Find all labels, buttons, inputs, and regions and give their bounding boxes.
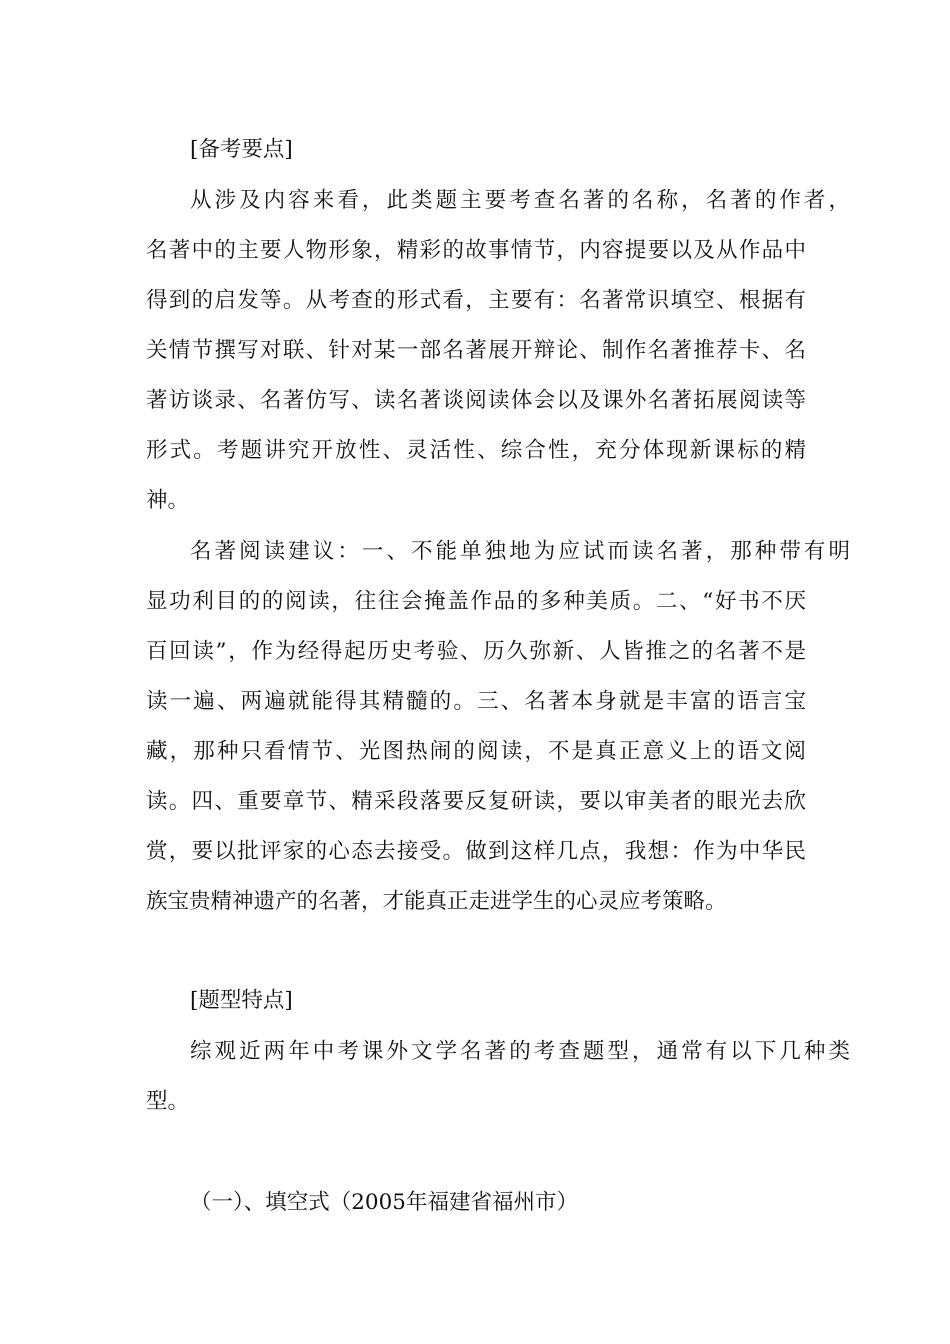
- paragraph-line: 显功利目的的阅读，往往会掩盖作品的多种美质。二、“好书不厌: [146, 589, 806, 614]
- paragraph-line: 综观近两年中考课外文学名著的考查题型，通常有以下几种类: [190, 1039, 850, 1064]
- paragraph-line: 关情节撰写对联、针对某一部名著展开辩论、制作名著推荐卡、名: [146, 338, 806, 363]
- subsection-title: （一）、填空式（2005年福建省福州市）: [190, 1190, 578, 1215]
- paragraph-line: 百回读”，作为经得起历史考验、历久弥新、人皆推之的名著不是: [146, 639, 806, 664]
- paragraph-line: 得到的启发等。从考查的形式看，主要有：名著常识填空、根据有: [146, 288, 806, 313]
- paragraph-line: 名著中的主要人物形象，精彩的故事情节，内容提要以及从作品中: [146, 238, 806, 263]
- paragraph-line: 型。: [146, 1089, 190, 1114]
- section-heading-beikao: [备考要点]: [190, 137, 293, 162]
- paragraph-line: 藏，那种只看情节、光图热闹的阅读，不是真正意义上的语文阅: [146, 739, 806, 764]
- paragraph-line: 读一遍、两遍就能得其精髓的。三、名著本身就是丰富的语言宝: [146, 689, 806, 714]
- paragraph-line: 从涉及内容来看，此类题主要考查名著的名称，名著的作者，: [190, 188, 850, 213]
- section-heading-tixing: [题型特点]: [190, 988, 293, 1013]
- paragraph-line: 神。: [146, 488, 190, 513]
- paragraph-line: 族宝贵精神遗产的名著，才能真正走进学生的心灵应考策略。: [146, 889, 727, 914]
- paragraph-line: 赏，要以批评家的心态去接受。做到这样几点，我想：作为中华民: [146, 839, 806, 864]
- paragraph-line: 形式。考题讲究开放性、灵活性、综合性，充分体现新课标的精: [146, 438, 806, 463]
- paragraph-line: 著访谈录、名著仿写、读名著谈阅读体会以及课外名著拓展阅读等: [146, 388, 806, 413]
- paragraph-line: 读。四、重要章节、精采段落要反复研读，要以审美者的眼光去欣: [146, 789, 806, 814]
- paragraph-line: 名著阅读建议：一、不能单独地为应试而读名著，那种带有明: [190, 539, 850, 564]
